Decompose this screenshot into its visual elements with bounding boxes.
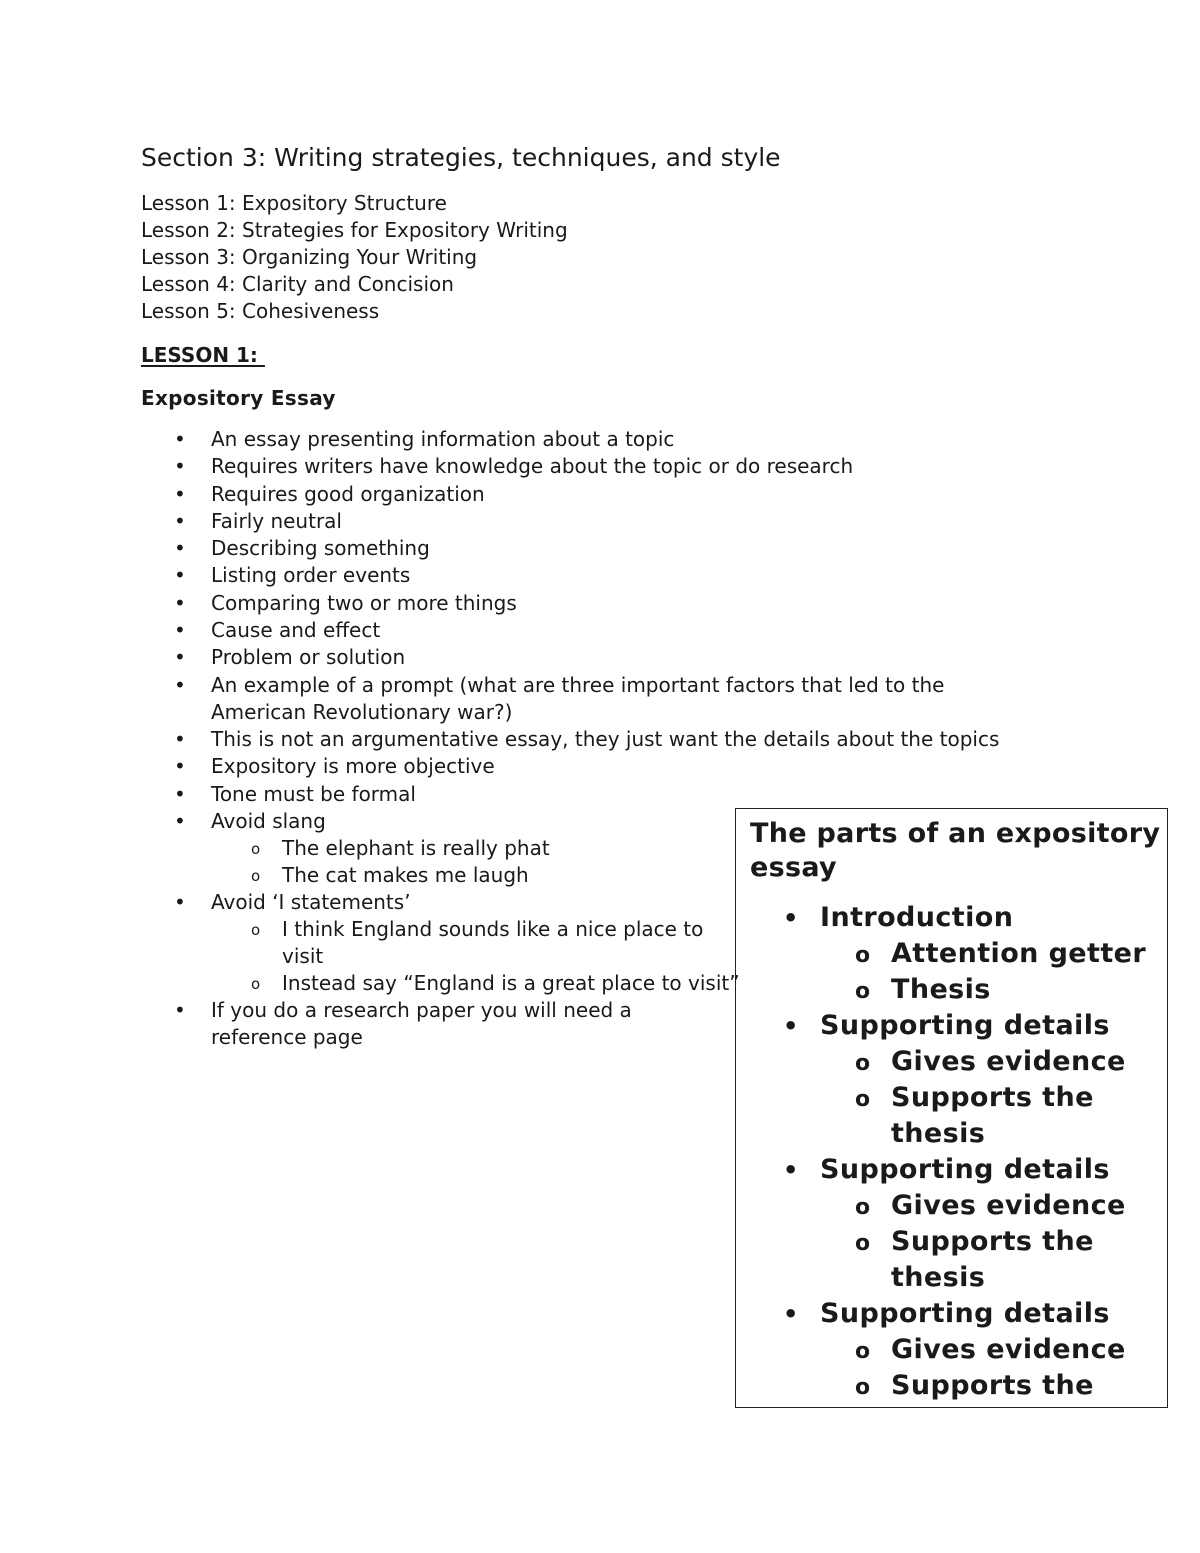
note-item: • Requires writers have knowledge about the topic or do research [211,453,1011,480]
part-label: Supporting details [820,1154,1110,1185]
note-label: Avoid ‘I statements’ [211,890,411,915]
part-item-supporting-details [820,1008,1167,1152]
part-sub-item: o Gives evidence [891,1188,1156,1224]
note-label: Avoid slang [211,808,326,833]
note-item: • Describing something [211,535,1011,562]
lesson-item: Lesson 4: Clarity and Concision [141,272,454,296]
note-item: • Fairly neutral [211,508,1011,535]
expository-essay-heading: Expository Essay [141,386,336,410]
part-sub-item: o Thesis [891,972,1156,1008]
part-sub-list [820,1044,1167,1152]
part-sub-item: o Supports the thesis [891,1080,1156,1152]
lesson-1-heading: LESSON 1: [141,343,265,367]
sub-note-item: o I think England sounds like a nice place to visit [282,916,742,970]
note-item: • Cause and effect [211,617,1011,644]
sub-note-item: o The cat makes me laugh [282,862,1011,889]
sub-note-item: o The elephant is really phat [282,835,1011,862]
part-sub-list [820,1188,1167,1296]
note-item: • If you do a research paper you will need a reference page [211,997,671,1051]
part-item-supporting-details [820,1152,1167,1296]
note-item: • An essay presenting information about a topic [211,426,1011,453]
section-title: Section 3: Writing strategies, techniques, and style [141,143,781,172]
part-item-introduction [820,900,1167,1008]
part-sub-list [820,1332,1167,1404]
part-label: Introduction [820,902,1014,933]
note-item: • Comparing two or more things [211,590,1011,617]
note-item: • Requires good organization [211,481,1011,508]
note-item: • Tone must be formal [211,781,1011,808]
note-item: • This is not an argumentative essay, they just want the details about the topics [211,726,1011,753]
sub-note-item: o Instead say “England is a great place to visit” [282,970,742,997]
part-sub-item: o Gives evidence [891,1332,1156,1368]
note-item: • Problem or solution [211,644,1011,671]
part-item-supporting-details [820,1296,1167,1404]
parts-box-title: The parts of an expository essay [750,818,1161,883]
part-sub-item: o Supports the [891,1368,1156,1404]
part-sub-list [820,936,1167,1008]
part-sub-item: o Supports the thesis [891,1224,1156,1296]
parts-of-essay-box [735,808,1168,1408]
part-label: Supporting details [820,1010,1110,1041]
part-sub-item: o Attention getter [891,936,1156,972]
lesson-item: Lesson 2: Strategies for Expository Writing [141,218,568,242]
lesson-item: Lesson 3: Organizing Your Writing [141,245,478,269]
note-item: • Listing order events [211,562,1011,589]
lesson-item: Lesson 1: Expository Structure [141,191,447,215]
part-label: Supporting details [820,1298,1110,1329]
note-item: • Expository is more objective [211,753,1011,780]
note-item: • An example of a prompt (what are three important factors that led to the American Revolutionary war?) [211,672,1011,726]
parts-list [750,900,1167,1404]
lesson-item: Lesson 5: Cohesiveness [141,299,380,323]
lesson-list [141,190,568,325]
part-sub-item: o Gives evidence [891,1044,1156,1080]
